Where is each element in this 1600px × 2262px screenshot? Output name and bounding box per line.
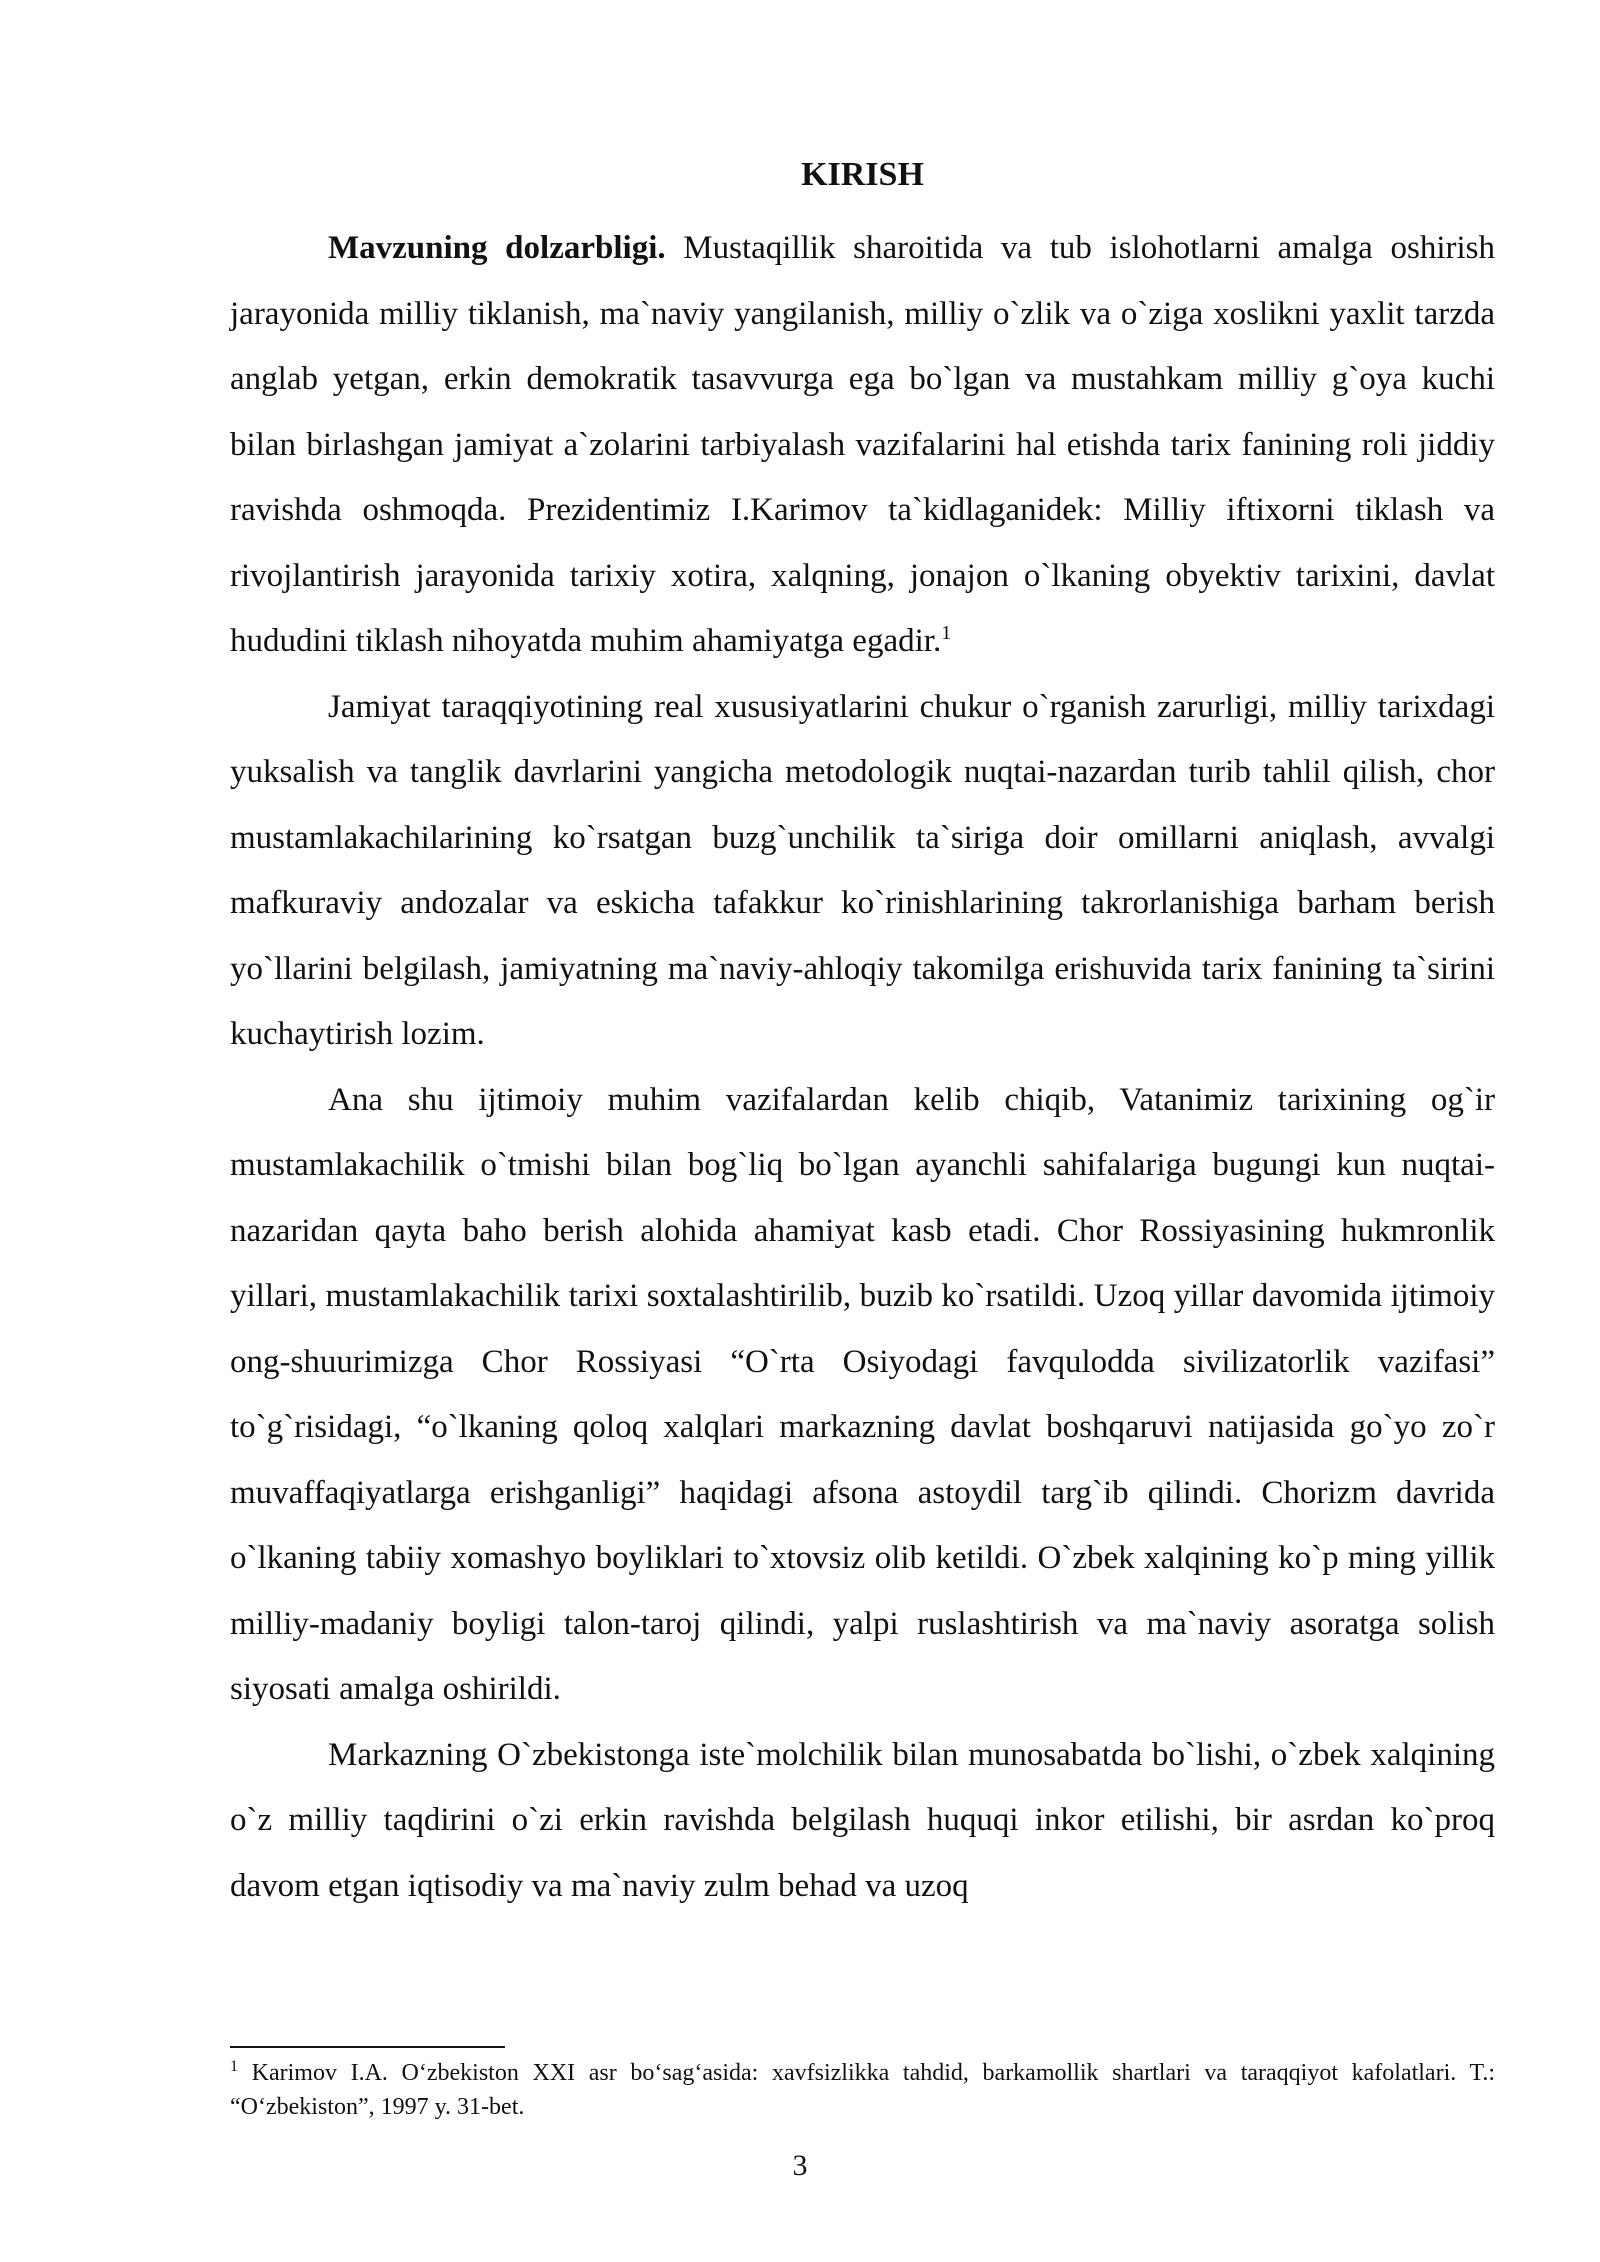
footnote-number: 1 (230, 2058, 238, 2075)
page-number: 3 (792, 2149, 808, 2182)
paragraph-lead: Mavzuning dolzarbligi. (328, 230, 666, 266)
paragraph-4: Markazning O`zbekistonga iste`molchilik bilan munosabatda bo`lishi, o`zbek xalqining o`z milliy taqdirini o`zi erkin ravishda belgilash huquqi inkor etilishi, bir asrdan ko`proq davom etgan iqtisodiy va ma`naviy zulm behad va uzoq (230, 1736, 1495, 1904)
footnote-reference[interactable]: 1 (941, 622, 952, 644)
footnote-text: Karimov I.A. O‘zbekiston XXI asr bo‘sag‘asida: xavfsizlikka tahdid, barkamollik shartlari va taraqqiyot kafolatlari. T.: “O‘zbekiston”, 1997 y. 31-bet. (230, 2060, 1495, 2120)
page-body (230, 150, 1495, 1919)
paragraph-text: Mustaqillik sharoitida va tub islohotlarni amalga oshirish jarayonida milliy tiklanish, ma`naviy yangilanish, milliy o`zlik va o`ziga xoslikni yaxlit tarzda anglab yetgan, erkin demokratik tasavvurga ega bo`lgan va mustahkam milliy g`oya kuchi bilan birlashgan jamiyat a`zolarini tarbiyalash vazifalarini hal etishda tarix fanining roli jiddiy ravishda oshmoqda. Prezidentimiz I.Karimov ta`kidlaganidek: Milliy iftixorni tiklash va rivojlantirish jarayonida tarixiy xotira, xalqning, jonajon o`lkaning obyektiv tarixini, davlat hududini tiklash nihoyatda muhim ahamiyatga egadir. (230, 230, 1495, 659)
paragraph-2: Jamiyat taraqqiyotining real xususiyatlarini chukur o`rganish zarurligi, milliy tarixdagi yuksalish va tanglik davrlarini yangicha metodologik nuqtai-nazardan turib tahlil qilish, chor mustamlakachilarining ko`rsatgan buzg`unchilik ta`siriga doir omillarni aniqlash, avvalgi mafkuraviy andozalar va eskicha tafakkur ko`rinishlarining takrorlanishiga barham berish yo`llarini belgilash, jamiyatning ma`naviy-ahloqiy takomilga erishuvida tarix fanining ta`sirini kuchaytirish lozim. (230, 688, 1495, 1052)
paragraph-3: Ana shu ijtimoiy muhim vazifalardan kelib chiqib, Vatanimiz tarixining og`ir mustamlakachilik o`tmishi bilan bog`liq bo`lgan ayanchli sahifalariga bugungi kun nuqtai-nazaridan qayta baho berish alohida ahamiyat kasb etadi. Chor Rossiyasining hukmronlik yillari, mustamlakachilik tarixi soxtalashtirilib, buzib ko`rsatildi. Uzoq yillar davomida ijtimoiy ong-shuurimizga Chor Rossiyasi “O`rta Osiyodagi favqulodda sivilizatorlik vazifasi” to`g`risidagi, “o`lkaning qoloq xalqlari markazning davlat boshqaruvi natijasida go`yo zo`r muvaffaqiyatlarga erishganligi” haqidagi afsona astoydil targ`ib qilindi. Chorizm davrida o`lkaning tabiiy xomashyo boyliklari to`xtovsiz olib ketildi. O`zbek xalqining ko`p ming yillik milliy-madaniy boyligi talon-taroj qilindi, yalpi ruslashtirish va ma`naviy asoratga solish siyosati amalga oshirildi. (230, 1081, 1495, 1707)
footnote-divider (230, 2046, 505, 2048)
section-heading: KIRISH (801, 156, 924, 193)
paragraph-1 (230, 216, 1495, 675)
footnote (230, 2056, 1495, 2124)
